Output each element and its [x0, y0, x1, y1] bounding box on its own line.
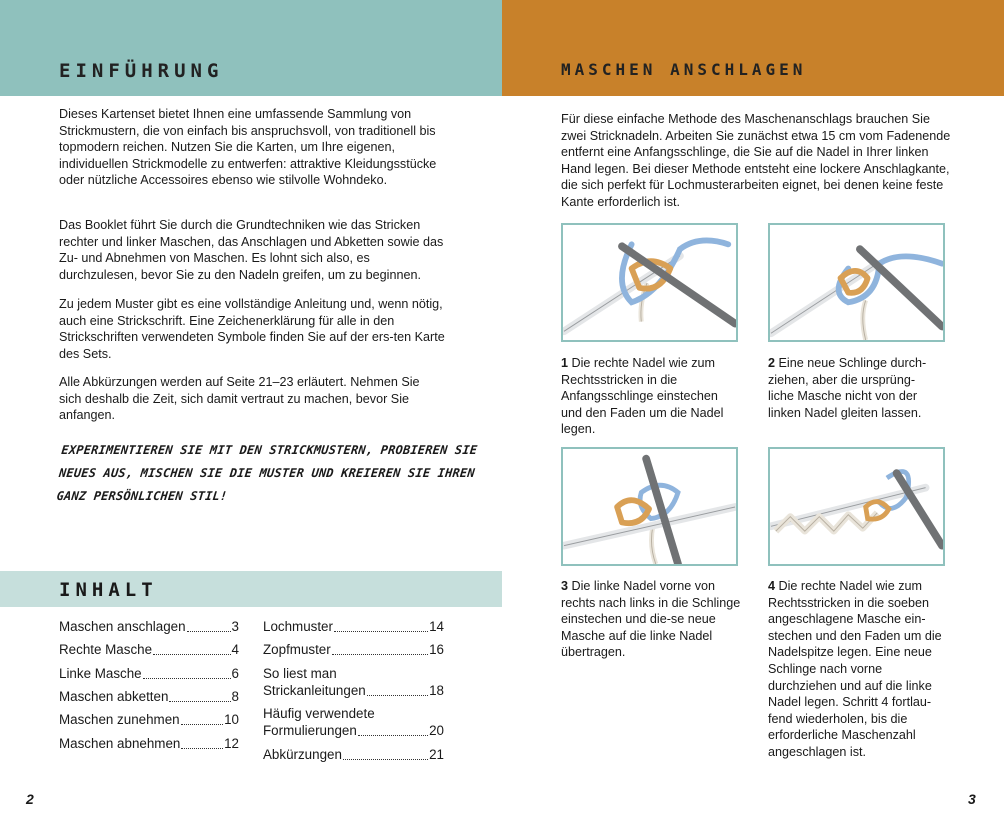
step-1-illustration — [561, 223, 738, 342]
step-4-text — [768, 578, 948, 761]
introduction-heading: EINFÜHRUNG — [59, 60, 224, 82]
toc-page: 14 — [429, 619, 444, 634]
toc-entry-line1: Häufig verwendete — [263, 706, 375, 721]
step-3-illustration — [561, 447, 738, 566]
step-description: Die rechte Nadel wie zum Rechtsstricken in die Anfangsschlinge einstechen und den Faden um die Nadel legen. — [561, 356, 724, 437]
toc-leader — [358, 735, 428, 736]
toc-page: 10 — [224, 712, 239, 727]
toc-label: Strickanleitungen — [263, 683, 366, 698]
toc-label: Lochmuster — [263, 619, 333, 634]
toc-label: Abkürzungen — [263, 747, 342, 762]
step-number: 2 — [768, 356, 776, 370]
toc-page: 20 — [429, 723, 444, 738]
toc-leader — [181, 724, 224, 725]
step-description: Eine neue Schlinge durch-ziehen, aber die ursprüng-liche Masche nicht von der linken Nadel gleiten lassen. — [768, 356, 927, 420]
handwritten-slogan: EXPERIMENTIEREN SIE MIT DEN STRICKMUSTERN, PROBIEREN SIE NEUES AUS, MISCHEN SIE DIE MUSTER UND KREIEREN SIE IHREN GANZ PERSÖNLICHEN STIL! — [55, 443, 478, 503]
right-header-band — [502, 0, 1004, 96]
toc-page: 18 — [429, 683, 444, 698]
toc-entry[interactable] — [59, 665, 239, 682]
toc-leader — [332, 654, 428, 655]
toc-entry[interactable] — [59, 641, 239, 658]
knitting-illustration-3 — [563, 449, 736, 564]
step-number: 1 — [561, 356, 569, 370]
toc-entry[interactable] — [59, 688, 239, 705]
toc-page: 3 — [231, 619, 239, 634]
toc-page: 6 — [231, 666, 239, 681]
toc-label: Maschen zunehmen — [59, 712, 180, 727]
intro-paragraph-3: Zu jedem Muster gibt es eine vollständige Anleitung und, wenn nötig, auch eine Strickschrift. Eine Zeichenerklärung für alle in den Strickschriften verwendeten Symbole finden Sie auf der ers-ten Karte des Sets. — [59, 297, 445, 361]
toc-leader — [181, 748, 223, 749]
step-description: Die linke Nadel vorne von rechts nach links in die Schlinge einstechen und die-se neue Masche auf die linke Nadel übertragen. — [561, 579, 741, 660]
toc-leader — [367, 695, 428, 696]
toc-entry[interactable] — [263, 618, 444, 635]
toc-page: 12 — [224, 736, 239, 751]
toc-leader — [143, 678, 231, 679]
step-2-text — [768, 355, 938, 421]
page-number-right: 3 — [968, 791, 976, 807]
toc-leader — [153, 654, 231, 655]
toc-page: 21 — [429, 747, 444, 762]
toc-entry[interactable] — [59, 618, 239, 635]
intro-paragraph-1: Dieses Kartenset bietet Ihnen eine umfassende Sammlung von Strickmustern, die von einfach bis anspruchsvoll, von traditionell bis topmodern reichen. Nutzen Sie die Karten, um Ihre eigenen, individuellen Strickmodelle zu entwerfen: attraktive Kleidungsstücke oder nützliche Accessoires ebenso wie stilvolle Wohndeko. — [59, 107, 437, 188]
intro-paragraph-4: Alle Abkürzungen werden auf Seite 21–23 erläutert. Nehmen Sie sich deshalb die Zeit, sich damit vertraut zu machen, bevor Sie anfangen. — [59, 375, 420, 423]
toc-leader — [334, 631, 428, 632]
step-4-illustration — [768, 447, 945, 566]
step-number: 3 — [561, 579, 569, 593]
toc-entry-line1: So liest man — [263, 666, 337, 681]
toc-leader — [169, 701, 230, 702]
step-1-text — [561, 355, 741, 438]
intro-paragraph-2: Das Booklet führt Sie durch die Grundtechniken wie das Stricken rechter und linker Maschen, das Anschlagen und Abketten sowie das Zu- und Abnehmen von Maschen. Es lohnt sich also, es durchzulesen, bevor Sie zu den Nadeln greifen, um zu beginnen. — [59, 218, 444, 282]
contents-heading: INHALT — [59, 579, 158, 601]
toc-page: 4 — [231, 642, 239, 657]
toc-leader — [343, 759, 428, 760]
step-number: 4 — [768, 579, 776, 593]
toc-entry[interactable] — [59, 735, 239, 752]
knitting-illustration-4 — [770, 449, 943, 564]
toc-entry[interactable] — [263, 641, 444, 658]
toc-page: 16 — [429, 642, 444, 657]
page-number-left: 2 — [26, 791, 34, 807]
cast-on-intro: Für diese einfache Methode des Maschenanschlags brauchen Sie zwei Stricknadeln. Arbeiten Sie zunächst etwa 15 cm vom Fadenende entfernt eine Anfangsschlinge, die Sie auf die Nadel in Ihrer linken Hand legen. Bei dieser Methode entsteht eine lockere Anschlagkante, die sich perfekt für Lochmusterarbeiten eignet, bei denen keine feste Kante erforderlich ist. — [561, 112, 951, 209]
toc-leader — [187, 631, 231, 632]
toc-label: Zopfmuster — [263, 642, 331, 657]
step-2-illustration — [768, 223, 945, 342]
toc-entry[interactable] — [263, 746, 444, 763]
step-description: Die rechte Nadel wie zum Rechtsstricken in die soeben angeschlagene Masche ein-stechen und den Faden um die Nadelspitze legen. Eine neue Schlinge nach vorne durchziehen und auf die linke Nadel legen. Schritt 4 fortlau-fend wiederholen, bis die erforderliche Maschenzahl angeschlagen ist. — [768, 579, 942, 759]
toc-label: Formulierungen — [263, 723, 357, 738]
cast-on-heading: MASCHEN ANSCHLAGEN — [561, 60, 807, 79]
toc-entry[interactable] — [263, 722, 444, 739]
toc-label: Linke Masche — [59, 666, 142, 681]
toc-label: Maschen abketten — [59, 689, 169, 704]
step-3-text — [561, 578, 741, 661]
toc-label: Maschen anschlagen — [59, 619, 186, 634]
toc-entry[interactable] — [263, 682, 444, 699]
toc-entry[interactable] — [59, 711, 239, 728]
toc-label: Maschen abnehmen — [59, 736, 181, 751]
knitting-illustration-2 — [770, 225, 943, 340]
toc-label: Rechte Masche — [59, 642, 153, 657]
knitting-illustration-1 — [563, 225, 736, 340]
toc-page: 8 — [231, 689, 239, 704]
